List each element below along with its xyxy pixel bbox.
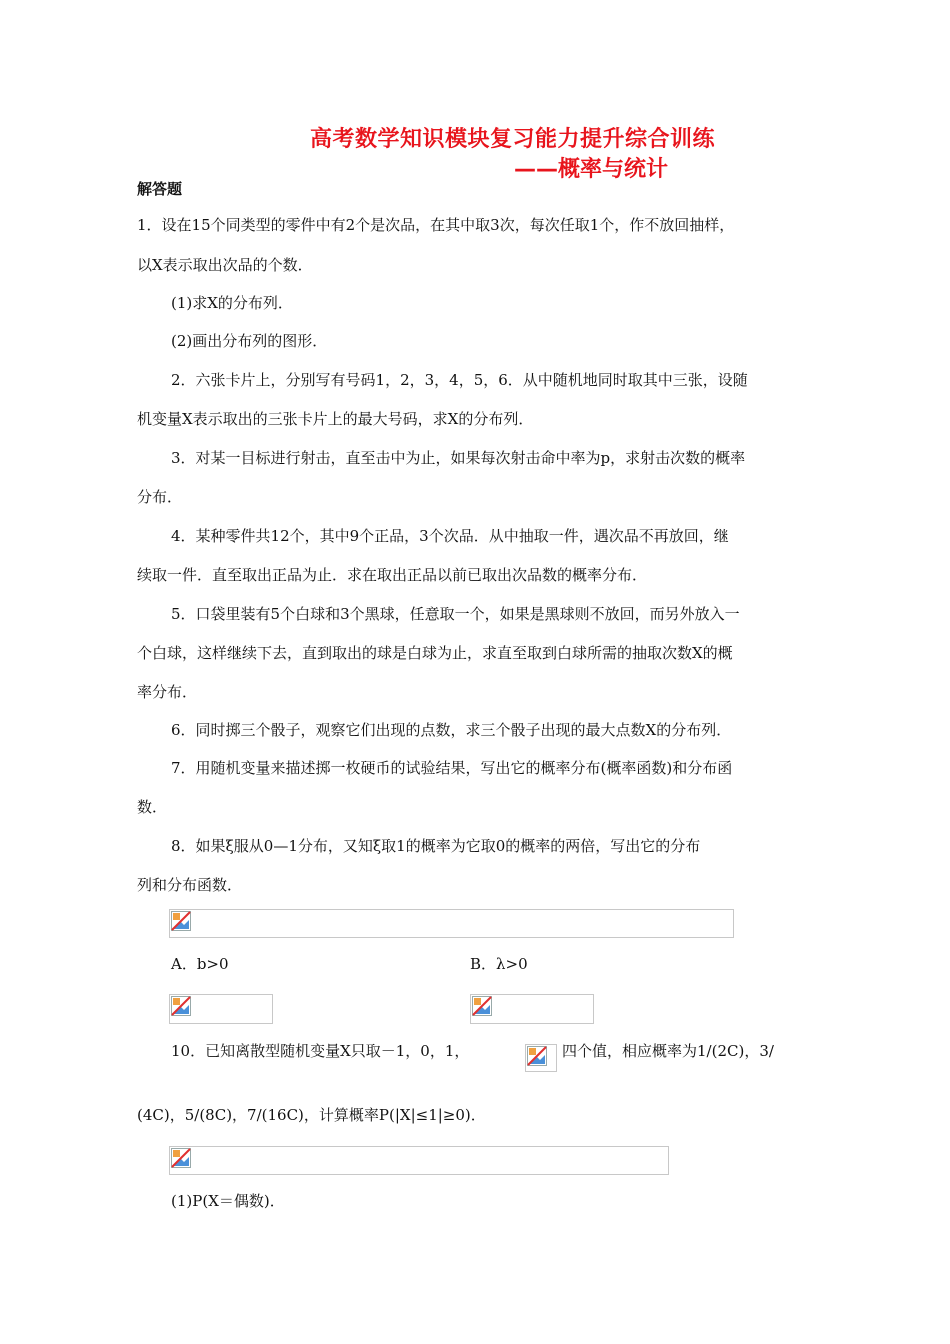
broken-image-icon — [171, 996, 191, 1016]
q3-line-1: 3．对某一目标进行射击，直至击中为止，如果每次射击命中率为p，求射击次数的概率 — [171, 449, 746, 467]
q10-line-1a: 10．已知离散型随机变量X只取－1，0，1， — [171, 1042, 470, 1060]
broken-image-option-c — [169, 994, 273, 1024]
q2-line-2: 机变量X表示取出的三张卡片上的最大号码，求X的分布列． — [137, 410, 534, 428]
document-title: 高考数学知识模块复习能力提升综合训练 — [310, 127, 716, 152]
broken-image-icon — [472, 996, 492, 1016]
broken-image-option-d — [470, 994, 594, 1024]
q7-line-1: 7．用随机变量来描述掷一枚硬币的试验结果，写出它的概率分布(概率函数)和分布函 — [171, 759, 733, 777]
q7-line-2: 数． — [137, 798, 168, 816]
option-a: A．b>0 — [171, 955, 229, 973]
q5-line-1: 5．口袋里装有5个白球和3个黑球，任意取一个，如果是黑球则不放回，而另外放入一 — [171, 605, 740, 623]
broken-image-icon — [171, 911, 191, 931]
q11-part-1: (1)P(X＝偶数)． — [171, 1192, 285, 1210]
broken-image-q9 — [169, 909, 734, 938]
q4-line-1: 4．某种零件共12个，其中9个正品，3个次品．从中抽取一件，遇次品不再放回，继 — [171, 527, 729, 545]
broken-image-icon — [527, 1046, 547, 1066]
broken-image-q11 — [169, 1146, 669, 1175]
broken-image-icon — [171, 1148, 191, 1168]
q4-line-2: 续取一件．直至取出正品为止．求在取出正品以前已取出次品数的概率分布． — [137, 566, 648, 584]
q5-line-2: 个白球，这样继续下去，直到取出的球是白球为止，求直至取到白球所需的抽取次数X的概 — [137, 644, 733, 662]
q1-line-1: 1．设在15个同类型的零件中有2个是次品，在其中取3次，每次任取1个，作不放回抽样， — [137, 216, 735, 234]
section-heading: 解答题 — [137, 180, 183, 198]
q10-line-2: (4C)，5/(8C)，7/(16C)，计算概率P(|X|≤1|≥0)． — [137, 1106, 486, 1124]
q10-line-1b: 四个值，相应概率为1/(2C)，3/ — [562, 1042, 774, 1060]
document-subtitle: ——概率与统计 — [514, 157, 669, 182]
q8-line-2: 列和分布函数． — [137, 876, 243, 894]
q8-line-1: 8．如果ξ服从0—1分布，又知ξ取1的概率为它取0的概率的两倍，写出它的分布 — [171, 837, 701, 855]
q1-line-2: 以X表示取出次品的个数． — [137, 256, 313, 274]
q6-line-1: 6．同时掷三个骰子，观察它们出现的点数，求三个骰子出现的最大点数X的分布列． — [171, 721, 732, 739]
q5-line-3: 率分布． — [137, 683, 198, 701]
broken-image-q10-inline — [525, 1044, 557, 1072]
q1-part-2: (2)画出分布列的图形． — [171, 332, 328, 350]
q3-line-2: 分布． — [137, 488, 183, 506]
q1-part-1: (1)求X的分布列． — [171, 294, 293, 312]
q2-line-1: 2．六张卡片上，分别写有号码1，2，3，4，5，6．从中随机地同时取其中三张，设随 — [171, 371, 748, 389]
option-b: B．λ>0 — [470, 955, 528, 973]
